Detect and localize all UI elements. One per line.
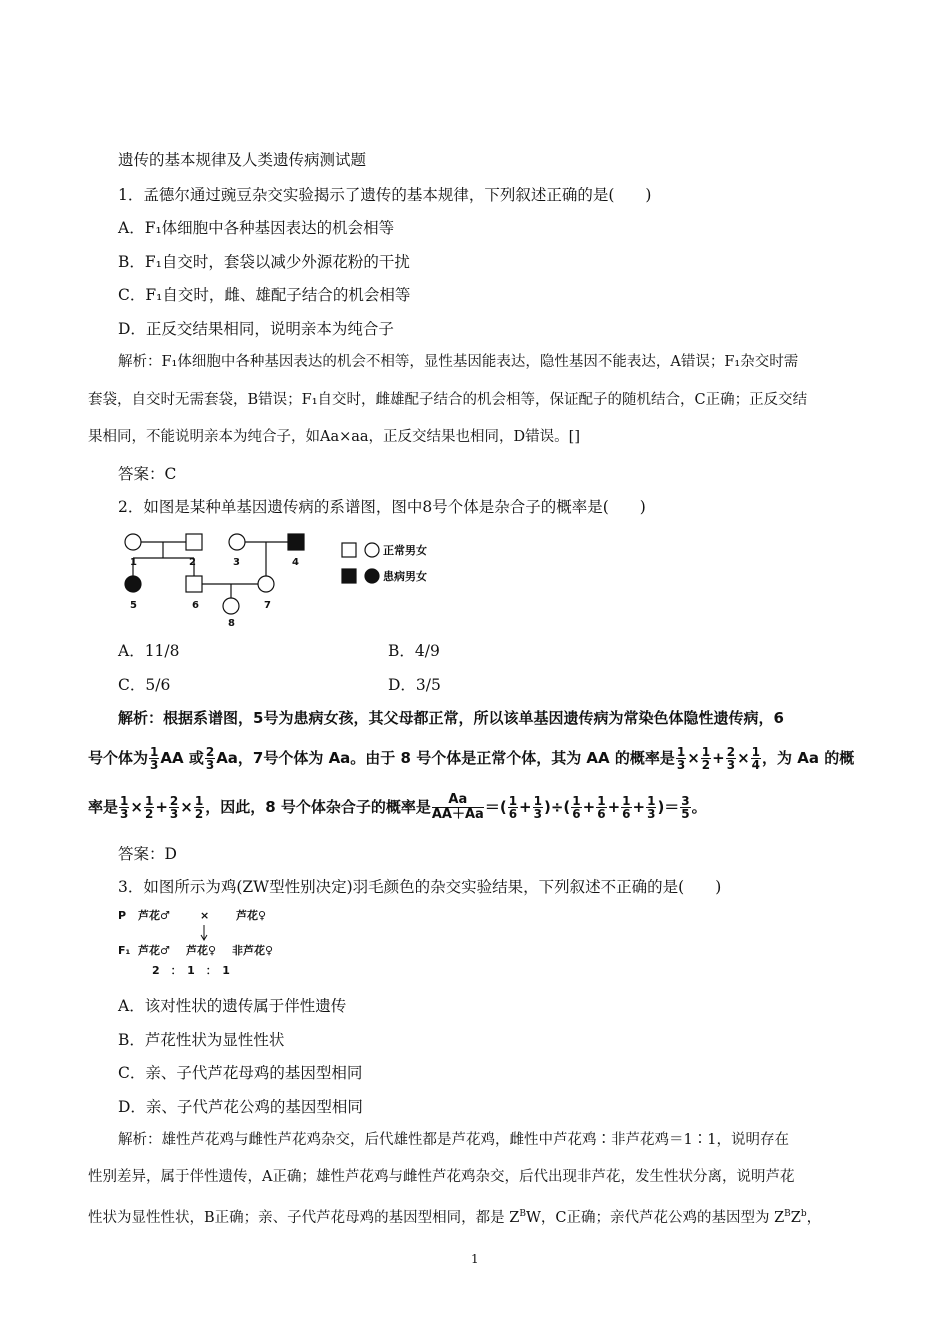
q1-analysis-line2: 套袋，自交时无需套袋，B错误；F₁自交时，雌雄配子结合的机会相等，保证配子的随机结合，C正确；正反交结 (88, 392, 808, 408)
q2-option-a: A．11/8 (118, 642, 180, 660)
q3-option-d: D．亲、子代芦花公鸡的基因型相同 (118, 1098, 363, 1116)
legend-normal-male-icon (342, 543, 356, 557)
label-1: 1 (130, 557, 137, 568)
individual-2-normal-male (186, 534, 202, 550)
individual-6-normal-male (186, 576, 202, 592)
q1-analysis-line1: 解析：F₁体细胞中各种基因表达的机会不相等，显性基因能表达，隐性基因不能表达，A错误；F₁杂交时需 (118, 354, 799, 370)
f1-other-label: 非芦花♀ (232, 944, 274, 957)
individual-1-normal-female (125, 534, 141, 550)
q2-stem: 2．如图是某种单基因遗传病的系谱图，图中8号个体是杂合子的概率是( ) (118, 498, 646, 516)
q3-option-c: C．亲、子代芦花母鸡的基因型相同 (118, 1064, 363, 1082)
individual-4-affected-male (288, 534, 304, 550)
label-7: 7 (264, 600, 271, 611)
cross-symbol: × (200, 909, 210, 922)
q1-option-c: C．F₁自交时，雌、雄配子结合的机会相等 (118, 286, 411, 304)
q3-analysis-line1: 解析：雄性芦花鸡与雌性芦花鸡杂交，后代雄性都是芦花鸡，雌性中芦花鸡∶非芦花鸡＝1∶1，说明存在 (118, 1132, 789, 1148)
q3-analysis-line3: 性状为显性性状，B正确；亲、子代芦花母鸡的基因型相同，都是 $Z^BW$，C正确；亲代芦花公鸡的基因型为 $Z^BZ^b$， (88, 1209, 822, 1226)
q2-analysis-line2: 号个体为 $\frac{1}{3}$ AA 或 $\frac{2}{3}$ Aa，7号个体为 Aa。由于 8 号个体是正常个体，其为 AA 的概率是 $\frac{1}{3}$ × $\frac{1}{2}$ + $\frac{2}{3}$ × $\frac{1}{4}$ ，为 Aa 的概 (88, 745, 855, 772)
legend-normal-label: 正常男女 (383, 544, 427, 557)
legend-normal-female-icon (365, 543, 379, 557)
label-8: 8 (228, 618, 235, 628)
q2-option-c: C．5/6 (118, 676, 171, 694)
q3-stem: 3．如图所示为鸡(ZW型性别决定)羽毛颜色的杂交实验结果，下列叙述不正确的是( ) (118, 878, 722, 896)
q2-analysis-line3: 率是 $\frac{1}{3}$ × $\frac{1}{2}$ + $\frac{2}{3}$ × $\frac{1}{2}$ ，因此，8 号个体杂合子的概率是 $\frac{Aa}{AA+Aa}$ ＝( $\frac{1}{6}$ + $\frac{1}{3}$ )÷( $\frac{1}{6}$ + $\frac{1}{6}$ + $\frac{1}{6}$ + $\frac{1}{3}$ )＝ $\frac{3}{5}$ 。 (88, 792, 707, 822)
fraction: $\frac{2}{3}$ (205, 745, 215, 772)
q2-option-d: D．3/5 (388, 676, 441, 694)
page-number: 1 (471, 1252, 479, 1266)
q2-answer: 答案：D (118, 845, 177, 863)
p-male-label: 芦花♂ (138, 909, 170, 922)
q1-stem: 1．孟德尔通过豌豆杂交实验揭示了遗传的基本规律，下列叙述正确的是( ) (118, 186, 652, 204)
ratio-label: 2 ： 1 ： 1 (152, 964, 230, 977)
q1-option-d: D．正反交结果相同，说明亲本为纯合子 (118, 320, 394, 338)
q2-option-b: B．4/9 (388, 642, 440, 660)
q3-analysis-line2: 性别差异，属于伴性遗传，A正确；雄性芦花鸡与雌性芦花鸡杂交，后代出现非芦花，发生性状分离，说明芦花 (88, 1169, 795, 1185)
label-5: 5 (130, 600, 137, 611)
legend-affected-female-icon (365, 569, 379, 583)
q3-option-b: B．芦花性状为显性性状 (118, 1031, 285, 1049)
individual-8-normal-female (223, 598, 239, 614)
q1-option-b: B．F₁自交时，套袋以减少外源花粉的干扰 (118, 253, 410, 271)
cross-diagram (118, 906, 318, 982)
legend-affected-male-icon (342, 569, 356, 583)
label-3: 3 (233, 557, 240, 568)
q1-option-a: A．F₁体细胞中各种基因表达的机会相等 (118, 219, 395, 237)
legend-affected-label: 患病男女 (383, 570, 427, 583)
q3-option-a: A．该对性状的遗传属于伴性遗传 (118, 997, 347, 1015)
individual-5-affected-female (125, 576, 141, 592)
q1-answer: 答案：C (118, 465, 177, 483)
label-2: 2 (189, 557, 196, 568)
p-female-label: 芦花♀ (236, 909, 267, 922)
fraction: $\frac{1}{3}$ (150, 745, 159, 772)
q1-analysis-line3: 果相同，不能说明亲本为纯合子，如Aa×aa，正反交结果也相同，D错误。[] (88, 429, 580, 445)
f1-male-label: 芦花♂ (138, 944, 170, 957)
label-6: 6 (192, 600, 199, 611)
pedigree-diagram (118, 528, 448, 628)
generation-f1-label: F₁ (118, 944, 131, 957)
individual-3-normal-female (229, 534, 245, 550)
individual-7-normal-female (258, 576, 274, 592)
f1-female-label: 芦花♀ (186, 944, 217, 957)
label-4: 4 (292, 557, 299, 568)
q2-analysis-line1: 解析：根据系谱图，5号为患病女孩，其父母都正常，所以该单基因遗传病为常染色体隐性遗传病，6 (118, 709, 784, 727)
probability-fraction: $\frac{Aa}{AA+Aa}$ (431, 792, 484, 822)
generation-p-label: P (118, 909, 127, 922)
document-title: 遗传的基本规律及人类遗传病测试题 (118, 151, 367, 169)
